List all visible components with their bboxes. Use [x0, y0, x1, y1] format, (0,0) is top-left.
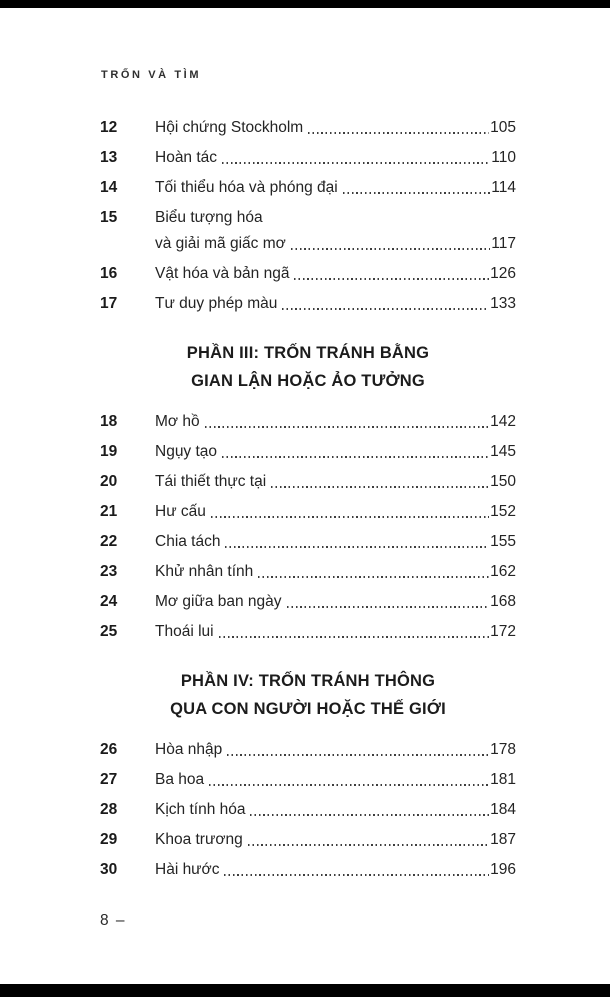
- entry-number: 14: [100, 179, 118, 196]
- entry-number: 13: [100, 149, 118, 166]
- dot-leader: [250, 814, 489, 816]
- entry-title: Tái thiết thực tại: [155, 473, 267, 490]
- toc-entry: [100, 533, 516, 551]
- dot-leader: [224, 874, 489, 876]
- toc-entry: [100, 503, 516, 521]
- dot-leader: [287, 606, 490, 608]
- section-heading-line: PHẦN III: TRỐN TRÁNH BẰNG: [186, 344, 430, 362]
- dot-leader: [222, 162, 490, 164]
- running-header: TRỐN VÀ TÌM: [101, 69, 202, 81]
- entry-title: Khử nhân tính: [155, 563, 254, 580]
- entry-number: 12: [100, 119, 118, 136]
- dot-leader: [209, 784, 489, 786]
- entry-page: 184: [490, 801, 516, 818]
- entry-number: 24: [100, 593, 118, 610]
- toc-entry: [100, 295, 516, 313]
- entry-page: 172: [490, 623, 516, 640]
- entry-page: 155: [490, 533, 516, 550]
- dot-leader: [205, 426, 490, 428]
- entry-number: 17: [100, 295, 118, 312]
- toc-entry: [100, 741, 516, 759]
- toc-entry: [100, 831, 516, 849]
- entry-number: 26: [100, 741, 118, 758]
- entry-title: Ba hoa: [155, 771, 205, 788]
- entry-title: và giải mã giấc mơ: [155, 235, 286, 252]
- section-heading: [100, 667, 516, 723]
- toc-entry: [100, 413, 516, 431]
- entry-title: Hòa nhập: [155, 741, 223, 758]
- entry-number: 18: [100, 413, 118, 430]
- entry-page: 150: [490, 473, 516, 490]
- dot-leader: [227, 754, 489, 756]
- entry-title: Chia tách: [155, 533, 221, 550]
- entry-page: 105: [490, 119, 516, 136]
- toc-entry: [100, 801, 516, 819]
- toc-entry: [100, 623, 516, 641]
- dot-leader: [291, 248, 491, 250]
- toc-entry: [100, 209, 516, 253]
- entry-number: 22: [100, 533, 118, 550]
- entry-title: Ngụy tạo: [155, 443, 218, 460]
- section-heading: [100, 339, 516, 395]
- entry-title: Vật hóa và bản ngã: [155, 265, 290, 282]
- toc-entry: [100, 443, 516, 461]
- entry-title: Kịch tính hóa: [155, 801, 246, 818]
- entry-number: 27: [100, 771, 118, 788]
- dot-leader: [294, 278, 489, 280]
- entry-title: Hài hước: [155, 861, 220, 878]
- dot-leader: [282, 308, 489, 310]
- entry-title: Khoa trương: [155, 831, 243, 848]
- entry-title: Biểu tượng hóa: [155, 209, 263, 226]
- screen-edge-top: [0, 0, 610, 8]
- dot-leader: [258, 576, 489, 578]
- entry-title: Tối thiểu hóa và phóng đại: [155, 179, 338, 196]
- entry-number: 15: [100, 209, 118, 226]
- entry-page: 117: [491, 235, 516, 252]
- entry-title: Hội chứng Stockholm: [155, 119, 304, 136]
- toc-entry: [100, 119, 516, 137]
- entry-page: 126: [490, 265, 516, 282]
- entry-title: Hư cấu: [155, 503, 206, 520]
- entry-title: Hoàn tác: [155, 149, 218, 166]
- dot-leader: [308, 132, 489, 134]
- dot-leader: [248, 844, 489, 846]
- dot-leader: [225, 546, 489, 548]
- entry-page: 162: [490, 563, 516, 580]
- dot-leader: [343, 192, 491, 194]
- screen-edge-bottom: [0, 984, 610, 997]
- entry-title: Tư duy phép màu: [155, 295, 278, 312]
- entry-page: 178: [490, 741, 516, 758]
- entry-page: 133: [490, 295, 516, 312]
- toc-entry: [100, 861, 516, 879]
- entry-page: 145: [490, 443, 516, 460]
- section-heading-line: GIAN LẬN HOẶC ẢO TƯỞNG: [191, 372, 425, 390]
- entry-number: 19: [100, 443, 118, 460]
- entry-title: Mơ hồ: [155, 413, 200, 430]
- section-heading-line: PHẦN IV: TRỐN TRÁNH THÔNG: [180, 672, 436, 690]
- entry-number: 16: [100, 265, 118, 282]
- toc-entry: [100, 771, 516, 789]
- entry-number: 21: [100, 503, 118, 520]
- toc-entry: [100, 265, 516, 283]
- section-heading-line: QUA CON NGƯỜI HOẶC THẾ GIỚI: [170, 700, 446, 718]
- dot-leader: [211, 516, 489, 518]
- entry-page: 152: [490, 503, 516, 520]
- entry-page: 142: [490, 413, 516, 430]
- entry-page: 187: [490, 831, 516, 848]
- page-number-footer: 8 –: [100, 912, 127, 929]
- entry-number: 23: [100, 563, 118, 580]
- dot-leader: [271, 486, 489, 488]
- toc-entry: [100, 593, 516, 611]
- entry-page: 168: [490, 593, 516, 610]
- entry-number: 29: [100, 831, 118, 848]
- entry-number: 30: [100, 861, 118, 878]
- toc-entry: [100, 563, 516, 581]
- dot-leader: [219, 636, 490, 638]
- entry-title: Thoái lui: [155, 623, 214, 640]
- toc-entry: [100, 149, 516, 167]
- dot-leader: [222, 456, 489, 458]
- toc: [100, 119, 516, 891]
- entry-page: 110: [491, 149, 516, 166]
- entry-title: Mơ giữa ban ngày: [155, 593, 282, 610]
- entry-page: 181: [490, 771, 516, 788]
- entry-number: 25: [100, 623, 118, 640]
- entry-page: 196: [490, 861, 516, 878]
- toc-entry: [100, 473, 516, 491]
- toc-entry: [100, 179, 516, 197]
- entry-page: 114: [491, 179, 516, 196]
- entry-number: 28: [100, 801, 118, 818]
- entry-number: 20: [100, 473, 118, 490]
